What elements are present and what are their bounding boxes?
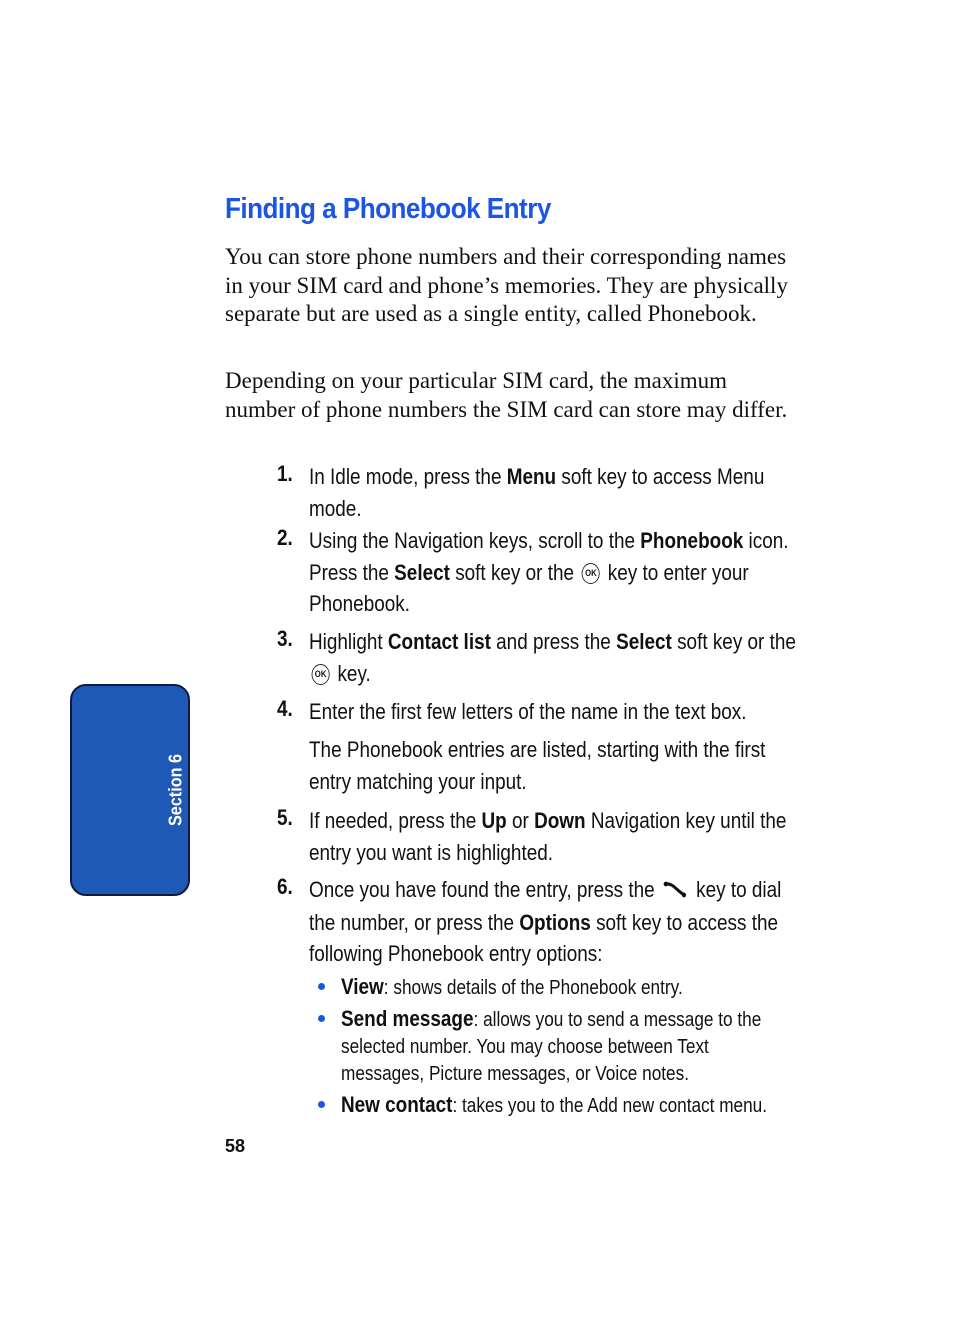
step-number: 4. — [277, 696, 293, 721]
option-text: View: shows details of the Phonebook entry. — [341, 974, 683, 999]
step-number: 3. — [277, 626, 293, 651]
step-text: Once you have found the entry, press the key to dial the number, or press the Options soft key to access the following Phonebook entry options: — [309, 877, 782, 967]
intro-paragraph: You can store phone numbers and their corresponding names in your SIM card and phone’s memories. They are physically separate but are used as a single entity, called Phonebook. — [225, 244, 788, 326]
option-text: Send message: allows you to send a message to the selected number. You may choose between Text messages, Picture messages, or Voice notes. — [341, 1006, 762, 1085]
section-tab-label: Section 6 — [165, 753, 186, 827]
bullet-dot — [318, 1015, 325, 1022]
intro-paragraph: Depending on your particular SIM card, the maximum number of phone numbers the SIM card can store may differ. — [225, 368, 788, 422]
ok-key-icon: OK — [582, 563, 600, 584]
page-title: Finding a Phonebook Entry — [225, 193, 551, 225]
step-text: In Idle mode, press the Menu soft key to access Menu mode. — [309, 464, 765, 521]
step-number: 1. — [277, 461, 293, 486]
step-number: 2. — [277, 525, 293, 550]
ok-key-icon: OK — [312, 664, 330, 685]
bullet-dot — [318, 1101, 325, 1108]
step-text: Using the Navigation keys, scroll to the Phonebook icon. Press the Select soft key or the OK key to enter your Phonebook. — [309, 528, 789, 616]
step-number: 5. — [277, 805, 293, 830]
step-text: Highlight Contact list and press the Select soft key or the OK key. — [309, 629, 796, 686]
page-number: 58 — [225, 1136, 246, 1156]
phone-send-key-icon — [663, 875, 687, 907]
step-text: If needed, press the Up or Down Navigation key until the entry you want is highlighted. — [309, 808, 787, 865]
option-text: New contact: takes you to the Add new contact menu. — [341, 1092, 768, 1117]
step-number: 6. — [277, 874, 293, 899]
step-note-text: The Phonebook entries are listed, starting with the first entry matching your input. — [309, 737, 766, 794]
step-text: Enter the first few letters of the name in the text box. — [309, 699, 747, 724]
bullet-dot — [318, 983, 325, 990]
